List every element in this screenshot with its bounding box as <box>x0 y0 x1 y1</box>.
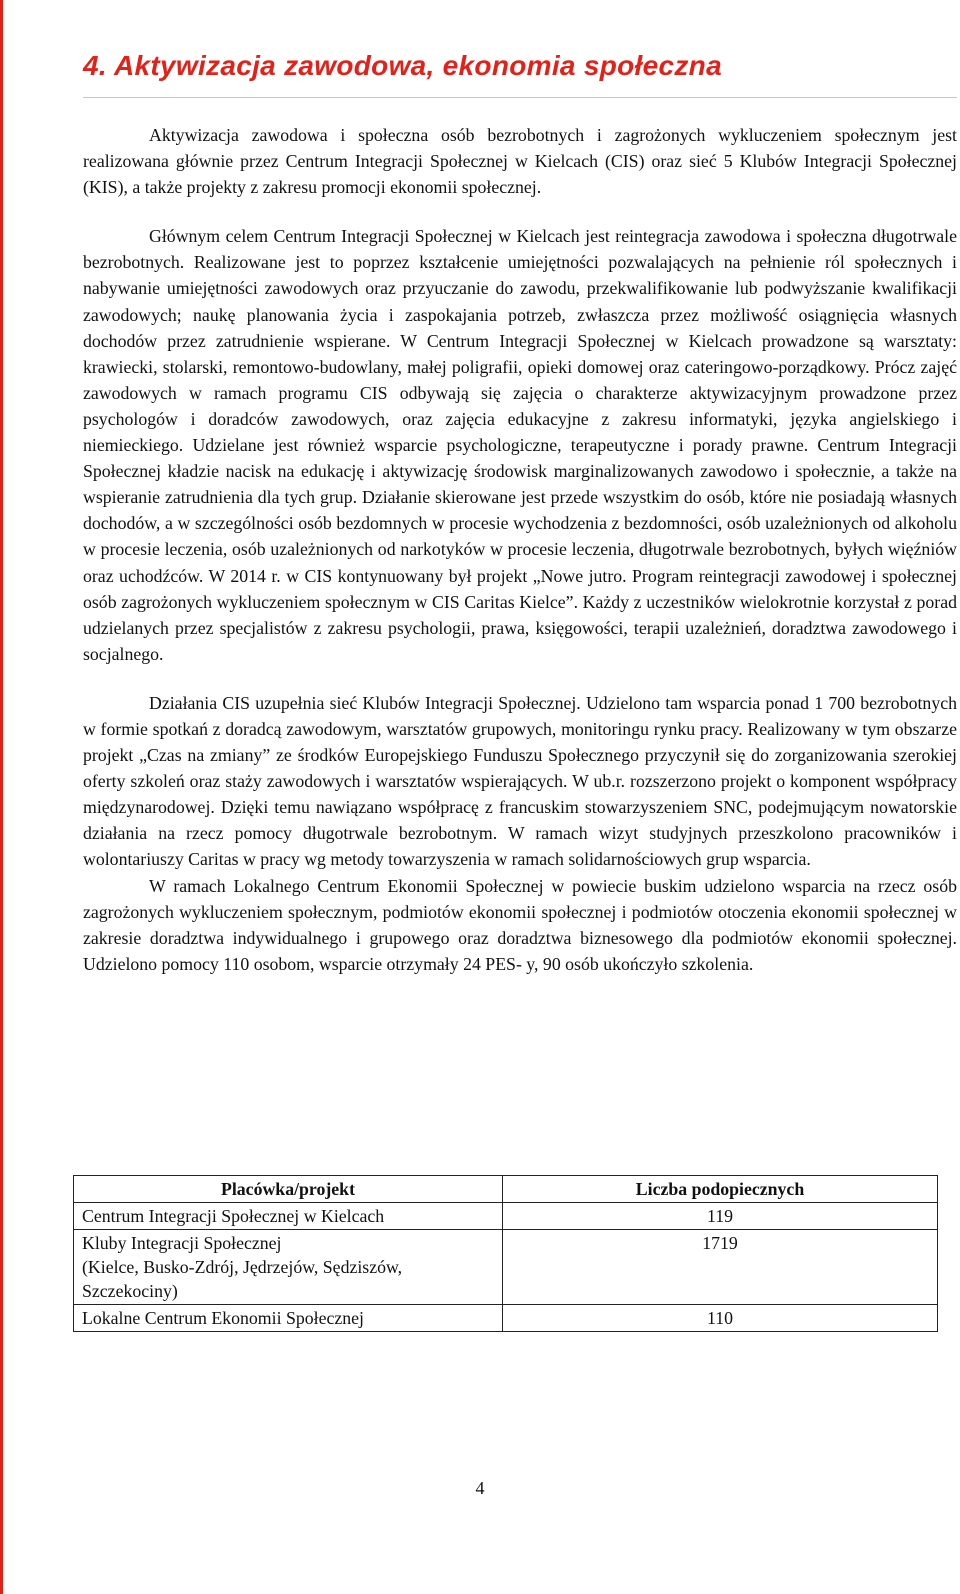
table-row <box>74 1305 938 1332</box>
paragraph-kis: Działania CIS uzupełnia sieć Klubów Integracji Społecznej. Udzielono tam wsparcia ponad 1 700 bezrobotnych w formie spotkań z doradcą zawodowym, warsztatów grupowych, monitoringu rynku pracy. Realizowany w tym obszarze projekt „Czas na zmiany” ze środków Europejskiego Funduszu Społecznego przyczynił się do zorganizowania szerokiej oferty szkoleń oraz staży zawodowych i warsztatów wspierających. W ub.r. rozszerzono projekt o komponent współpracy międzynarodowej. Dzięki temu nawiązano współpracę z francuskim stowarzyszeniem SNC, podejmującym nowatorskie działania na rzecz pomocy długotrwale bezrobotnym. W ramach wizyt studyjnych przeszkolono pracowników i wolontariuszy Caritas w pracy wg metody towarzyszenia w ramach solidarnościowych grup wsparcia. <box>83 692 957 870</box>
table-cell-count: 110 <box>503 1305 938 1332</box>
table-cell-place <box>74 1203 503 1230</box>
table-cell-place <box>74 1305 503 1332</box>
place-name: Centrum Integracji Społecznej w Kielcach <box>82 1206 385 1226</box>
place-name: Lokalne Centrum Ekonomii Społecznej <box>82 1308 364 1328</box>
column-header-place: Placówka/projekt <box>74 1176 503 1203</box>
table-row <box>74 1230 938 1305</box>
left-accent-bar <box>0 0 3 1594</box>
table-cell-count: 119 <box>503 1203 938 1230</box>
heading-underline <box>83 97 957 98</box>
table-row <box>74 1203 938 1230</box>
page-number: 4 <box>475 1478 485 1498</box>
table-cell-count: 1719 <box>503 1230 938 1305</box>
body-text <box>83 122 957 977</box>
place-name: Kluby Integracji Społecznej <box>82 1233 282 1253</box>
table-header-row <box>74 1176 938 1203</box>
place-detail: (Kielce, Busko-Zdrój, Jędrzejów, Sędziszów, Szczekociny) <box>82 1257 403 1301</box>
beneficiaries-table <box>73 1175 938 1332</box>
column-header-count: Liczba podopiecznych <box>503 1176 938 1203</box>
paragraph-lces: W ramach Lokalnego Centrum Ekonomii Społecznej w powiecie buskim udzielono wsparcia na rzecz osób zagrożonych wykluczeniem społecznym, podmiotów ekonomii społecznej i podmiotów otoczenia ekonomii społecznej w zakresie doradztwa indywidualnego i grupowego oraz doradztwa biznesowego dla podmiotów ekonomii społecznej. Udzielono pomocy 110 osobom, wsparcie otrzymały 24 PES- y, 90 osób ukończyło szkolenia. <box>83 875 957 974</box>
paragraph-cis: Głównym celem Centrum Integracji Społecznej w Kielcach jest reintegracja zawodowa i społeczna długotrwale bezrobotnych. Realizowane jest to poprzez kształcenie umiejętności pozwalających na pełnienie ról społecznych i nabywanie umiejętności zawodowych oraz przyuczanie do zawodu, przekwalifikowanie lub podwyższanie kwalifikacji zawodowych; naukę planowania życia i zaspokajania potrzeb, zwłaszcza przez możliwość osiągnięcia własnych dochodów przez zatrudnienie wspierane. W Centrum Integracji Społecznej w Kielcach prowadzone są warsztaty: krawiecki, stolarski, remontowo-budowlany, małej poligrafii, opieki domowej oraz cateringowo-porządkowy. Prócz zajęć zawodowych w ramach programu CIS odbywają się zajęcia o charakterze aktywizacyjnym prowadzone przez psychologów i doradców zawodowych, oraz zajęcia edukacyjne z zakresu informatyki, języka angielskiego i niemieckiego. Udzielane jest również wsparcie psychologiczne, terapeutyczne i porady prawne. Centrum Integracji Społecznej kładzie nacisk na edukację i aktywizację środowisk marginalizowanych zawodowo i społecznie, a także na wspieranie zatrudnienia dla tych grup. Działanie skierowane jest przede wszystkim do osób, które nie posiadają własnych dochodów, a w szczególności osób bezdomnych w procesie wychodzenia z bezdomności, osób uzależnionych od alkoholu w procesie leczenia, osób uzależnionych od narkotyków w procesie leczenia, długotrwale bezrobotnych, byłych więźniów oraz uchodźców. W 2014 r. w CIS kontynuowany był projekt „Nowe jutro. Program reintegracji zawodowej i społecznej osób zagrożonych wykluczeniem społecznym w CIS Caritas Kielce”. Każdy z uczestników wielokrotnie korzystał z porad udzielanych przez specjalistów z zakresu psychologii, prawa, księgowości, terapii uzależnień, doradztwa zawodowego i socjalnego. <box>83 226 957 664</box>
table-cell-place <box>74 1230 503 1305</box>
paragraph-intro: Aktywizacja zawodowa i społeczna osób bezrobotnych i zagrożonych wykluczeniem społecznym jest realizowana głównie przez Centrum Integracji Społecznej w Kielcach (CIS) oraz sieć 5 Klubów Integracji Społecznej (KIS), a także projekty z zakresu promocji ekonomii społecznej. <box>83 125 957 198</box>
section-heading: 4. Aktywizacja zawodowa, ekonomia społeczna <box>83 50 722 81</box>
